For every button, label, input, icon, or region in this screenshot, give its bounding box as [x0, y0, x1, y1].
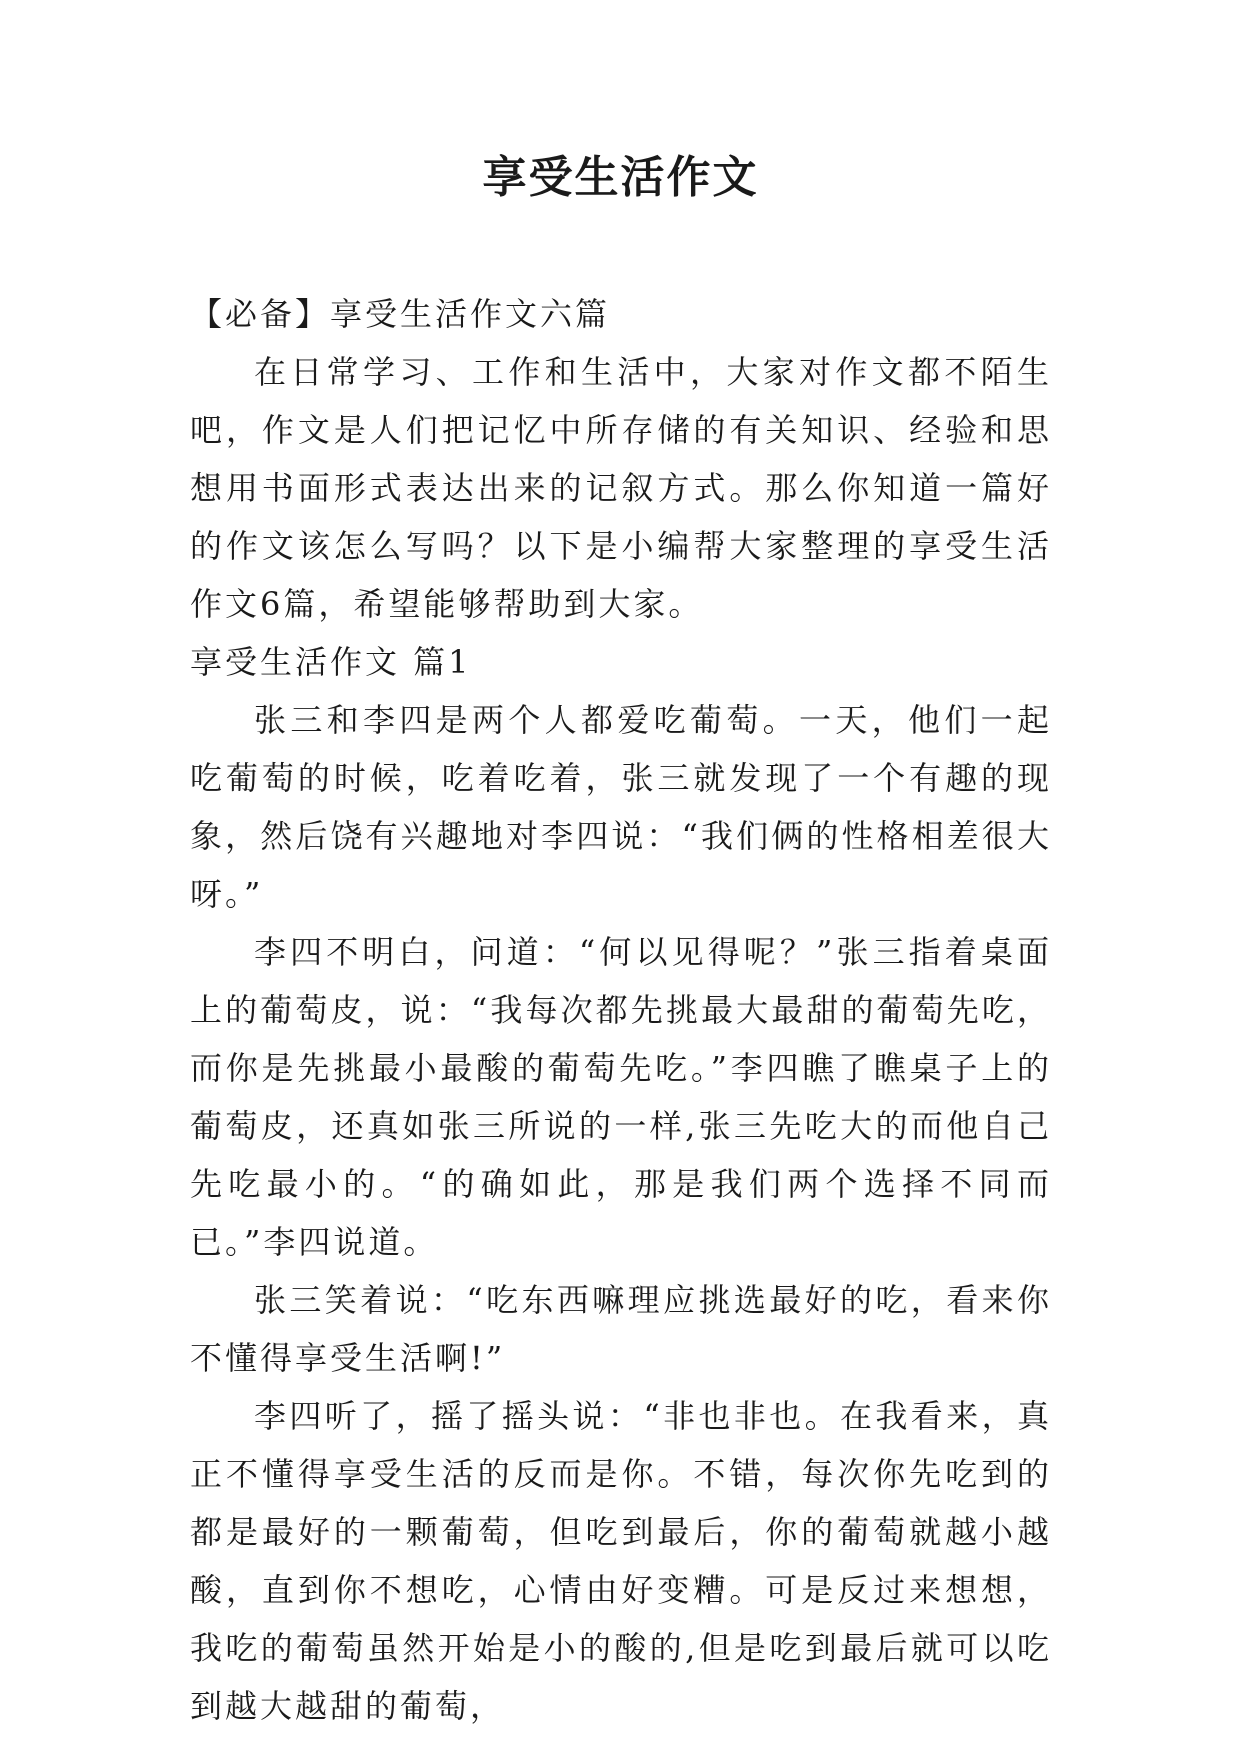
section-heading: 享受生活作文 篇1	[190, 643, 472, 681]
document-title: 享受生活作文	[482, 152, 759, 203]
story-paragraph: 李四不明白，问道：“何以见得呢？”张三指着桌面上的葡萄皮，说：“我每次都先挑最大最甜的葡萄先吃，而你是先挑最小最酸的葡萄先吃。”李四瞧了瞧桌子上的葡萄皮，还真如张三所说的一样,张三先吃大的而他自己先吃最小的。“的确如此，那是我们两个选择不同而已。”李四说道。	[190, 933, 1052, 1261]
story-paragraph: 张三和李四是两个人都爱吃葡萄。一天，他们一起吃葡萄的时候，吃着吃着，张三就发现了一个有趣的现象，然后饶有兴趣地对李四说：“我们俩的性格相差很大呀。”	[190, 701, 1052, 913]
document-subtitle: 【必备】享受生活作文六篇	[190, 295, 611, 333]
story-paragraph: 李四听了，摇了摇头说：“非也非也。在我看来，真正不懂得享受生活的反而是你。不错，每次你先吃到的都是最好的一颗葡萄，但吃到最后，你的葡萄就越小越酸，直到你不想吃，心情由好变糟。可是反过来想想，我吃的葡萄虽然开始是小的酸的,但是吃到最后就可以吃到越大越甜的葡萄，	[190, 1397, 1052, 1725]
story-paragraph: 张三笑着说：“吃东西嘛理应挑选最好的吃，看来你不懂得享受生活啊!”	[190, 1281, 1052, 1377]
intro-paragraph: 在日常学习、工作和生活中，大家对作文都不陌生吧，作文是人们把记忆中所存储的有关知识、经验和思想用书面形式表达出来的记叙方式。那么你知道一篇好的作文该怎么写吗？以下是小编帮大家整理的享受生活作文6篇，希望能够帮助到大家。	[190, 353, 1052, 623]
document-body	[190, 285, 1052, 1735]
